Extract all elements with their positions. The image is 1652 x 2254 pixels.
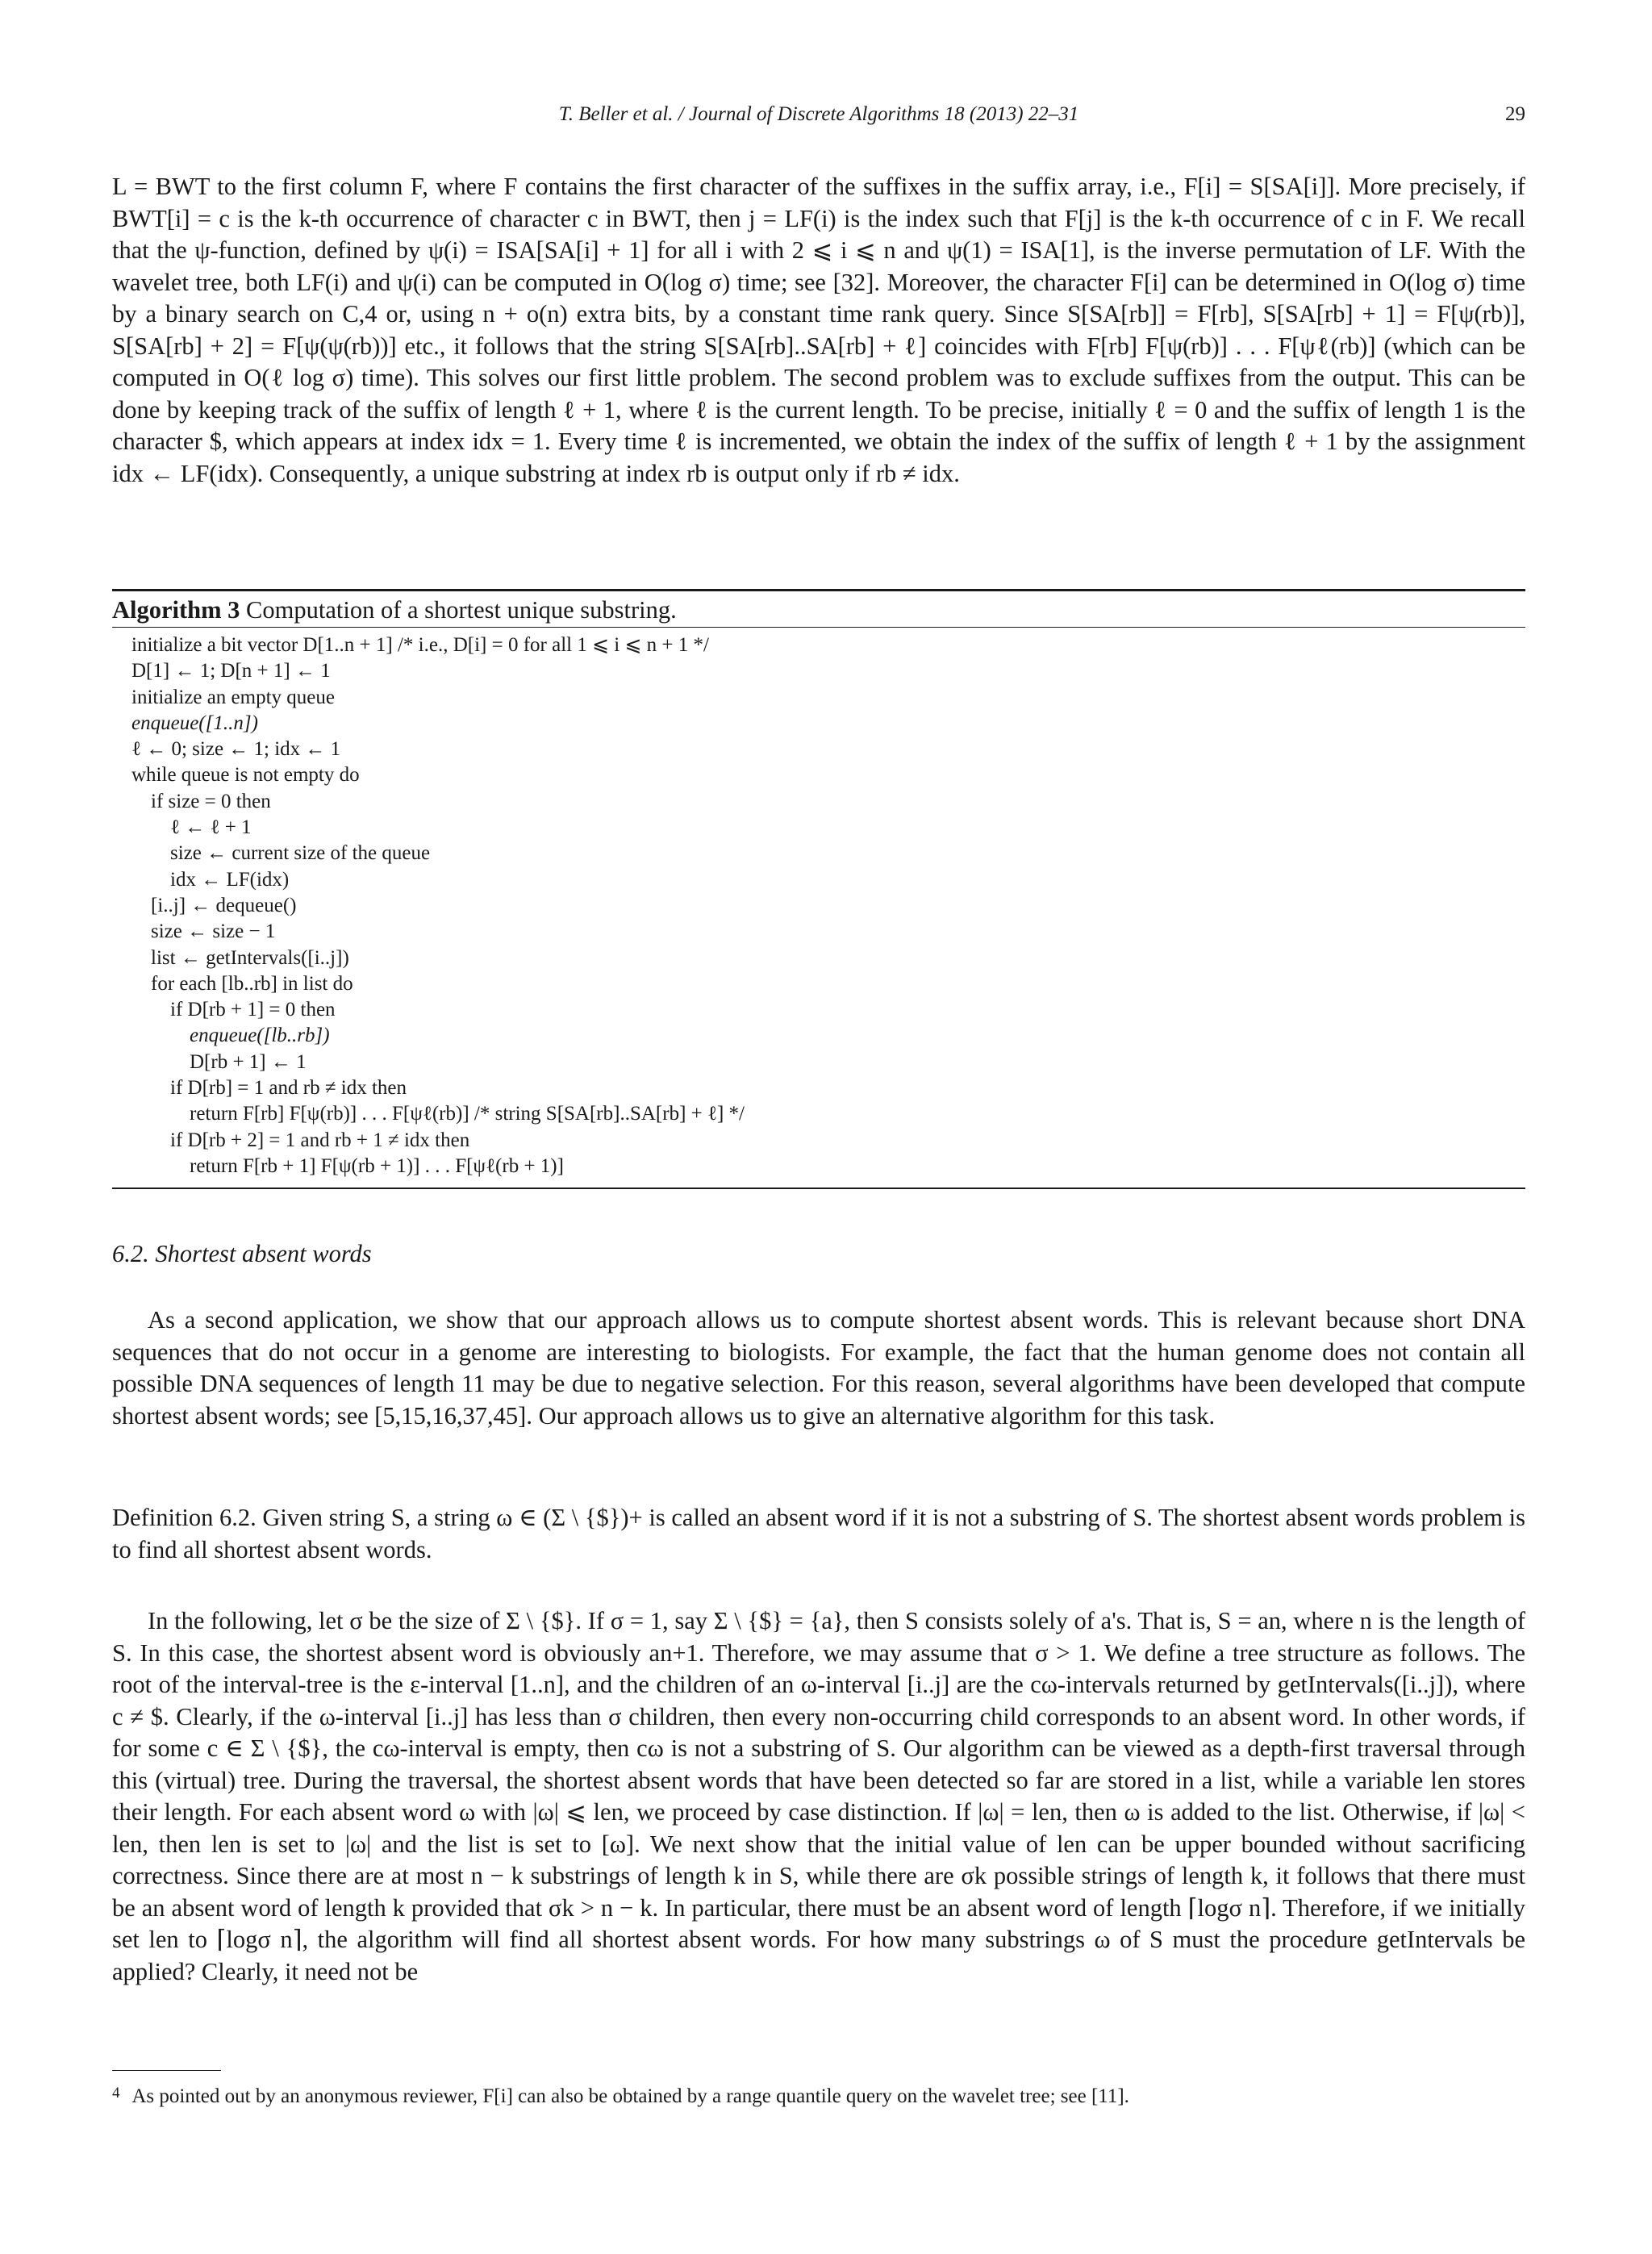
paragraph-algorithm-description <box>112 1605 1525 1988</box>
definition-text: Definition 6.2. Given string S, a string ω ∈ (Σ \ {$})+ is called an absent word if it is not a substring of S. The shortest absent words problem is to find all shortest absent words. <box>112 1504 1525 1563</box>
paragraph-absent-words-intro <box>112 1304 1525 1432</box>
algo-line-while: while queue is not empty do <box>131 764 360 787</box>
page-number: 29 <box>1505 103 1525 125</box>
page-header <box>112 100 1525 132</box>
algo-line: enqueue([lb..rb]) <box>190 1025 330 1047</box>
algo-line: D[rb + 1] ← 1 <box>190 1050 307 1073</box>
algo-line: idx ← LF(idx) <box>170 868 290 891</box>
algo-line-foreach: for each [lb..rb] in list do <box>151 972 353 995</box>
algorithm-caption <box>112 591 1525 628</box>
paragraph-4-text: In the following, let σ be the size of Σ \ {$}. If σ = 1, say Σ \ {$} = {a}, then S consists solely of a's. That is, S = an, where n is the length of S. In this case, the shortest absent word is obviously an+1. Therefore, we may assume that σ > 1. We define a tree structure as follows. The root of the interval-tree is the ε-interval [1..n], and the children of an ω-interval [i..j] are the cω-intervals returned by getIntervals([i..j]), where c ≠ $. Clearly, if the ω-interval [i..j] has less than σ children, then every non-occurring child corresponds to an absent word. In other words, if for some c ∈ Σ \ {$}, the cω-interval is empty, then cω is not a substring of S. Our algorithm can be viewed as a depth-first traversal through this (virtual) tree. During the traversal, the shortest absent words that have been detected so far are stored in a list, while a variable len stores their length. For each absent word ω with |ω| ⩽ len, we proceed by case distinction. If |ω| = len, then ω is added to the list. Otherwise, if |ω| < len, then len is set to |ω| and the list is set to [ω]. We next show that the initial value of len can be upper bounded without sacrificing correctness. Since there are at most n − k substrings of length k in S, while there are σk possible strings of length k, it follows that there must be an absent word of length k provided that σk > n − k. In particular, there must be an absent word of length ⌈logσ n⌉. Therefore, if we initially set len to ⌈logσ n⌉, the algorithm will find all shortest absent words. For how many substrings ω of S must the procedure getIntervals be applied? Clearly, it need not be <box>112 1607 1525 1985</box>
algo-line: ℓ ← 0; size ← 1; idx ← 1 <box>131 738 341 761</box>
algo-line: list ← getIntervals([i..j]) <box>151 946 349 969</box>
algo-line-return: return F[rb] F[ψ(rb)] . . . F[ψℓ(rb)] /* string S[SA[rb]..SA[rb] + ℓ] */ <box>190 1103 745 1125</box>
algo-line: initialize an empty queue <box>131 686 335 708</box>
algo-line-if: if D[rb + 1] = 0 then <box>170 999 336 1021</box>
footnote-text: As pointed out by an anonymous reviewer, F[i] can also be obtained by a range quantile query on the wavelet tree; see [11]. <box>131 2085 1129 2107</box>
paragraph-2-text: As a second application, we show that our approach allows us to compute shortest absent words. This is relevant because short DNA sequences that do not occur in a genome are interesting to biologists. For example, the fact that the human genome does not contain all possible DNA sequences of length 11 may be due to negative selection. For this reason, several algorithms have been developed that compute shortest absent words; see [5,15,16,37,45]. Our approach allows us to give an alternative algorithm for this task. <box>112 1306 1525 1430</box>
footnote <box>112 2080 1525 2110</box>
algo-line-if: if D[rb + 2] = 1 and rb + 1 ≠ idx then <box>170 1129 470 1151</box>
algo-line: enqueue([1..n]) <box>131 712 258 734</box>
paragraph-1-text: L = BWT to the first column F, where F contains the first character of the suffixes in the suffix array, i.e., F[i] = S[SA[i]]. More precisely, if BWT[i] = c is the k-th occurrence of character c in BWT, then j = LF(i) is the index such that F[j] is the k-th occurrence of c in F. We recall that the ψ-function, defined by ψ(i) = ISA[SA[i] + 1] for all i with 2 ⩽ i ⩽ n and ψ(1) = ISA[1], is the inverse permutation of LF. With the wavelet tree, both LF(i) and ψ(i) can be computed in O(log σ) time; see [32]. Moreover, the character F[i] can be determined in O(log σ) time by a binary search on C,4 or, using n + o(n) extra bits, by a constant time rank query. Since S[SA[rb]] = F[rb], S[SA[rb] + 1] = F[ψ(rb)], S[SA[rb] + 2] = F[ψ(ψ(rb))] etc., it follows that the string S[SA[rb]..SA[rb] + ℓ] coincides with F[rb] F[ψ(rb)] . . . F[ψℓ(rb)] (which can be computed in O(ℓ log σ) time). This solves our first little problem. The second problem was to exclude suffixes from the output. This can be done by keeping track of the suffix of length ℓ + 1, where ℓ is the current length. To be precise, initially ℓ = 0 and the suffix of length 1 is the character $, which appears at index idx = 1. Every time ℓ is incremented, we obtain the index of the suffix of length ℓ + 1 by the assignment idx ← LF(idx). Consequently, a unique substring at index rb is output only if rb ≠ idx. <box>112 173 1525 487</box>
algo-line-if: if size = 0 then <box>151 790 271 812</box>
algo-line: [i..j] ← dequeue() <box>151 894 297 916</box>
algorithm-label: Algorithm 3 <box>112 596 240 624</box>
footnote-mark: 4 <box>112 2085 120 2102</box>
algo-line-if: if D[rb] = 1 and rb ≠ idx then <box>170 1077 407 1100</box>
algo-line: D[1] ← 1; D[n + 1] ← 1 <box>131 660 331 682</box>
algo-line-return: return F[rb + 1] F[ψ(rb + 1)] . . . F[ψℓ(rb + 1)] <box>190 1154 564 1177</box>
algorithm-body <box>112 628 1525 1189</box>
footnote-rule <box>112 2070 221 2071</box>
section-heading: 6.2. Shortest absent words <box>112 1240 372 1267</box>
definition-6-2 <box>112 1502 1525 1566</box>
paragraph-bwt-lf <box>112 171 1525 490</box>
algorithm-caption-text: Computation of a shortest unique substring. <box>246 596 677 624</box>
algo-line: initialize a bit vector D[1..n + 1] /* i.e., D[i] = 0 for all 1 ⩽ i ⩽ n + 1 */ <box>131 634 709 656</box>
algo-line: ℓ ← ℓ + 1 <box>170 816 252 839</box>
algo-line: size ← size − 1 <box>151 920 276 943</box>
running-head: T. Beller et al. / Journal of Discrete Algorithms 18 (2013) 22–31 <box>558 103 1079 125</box>
algorithm-3-box <box>112 589 1525 1189</box>
algo-line: size ← current size of the queue <box>170 842 431 865</box>
